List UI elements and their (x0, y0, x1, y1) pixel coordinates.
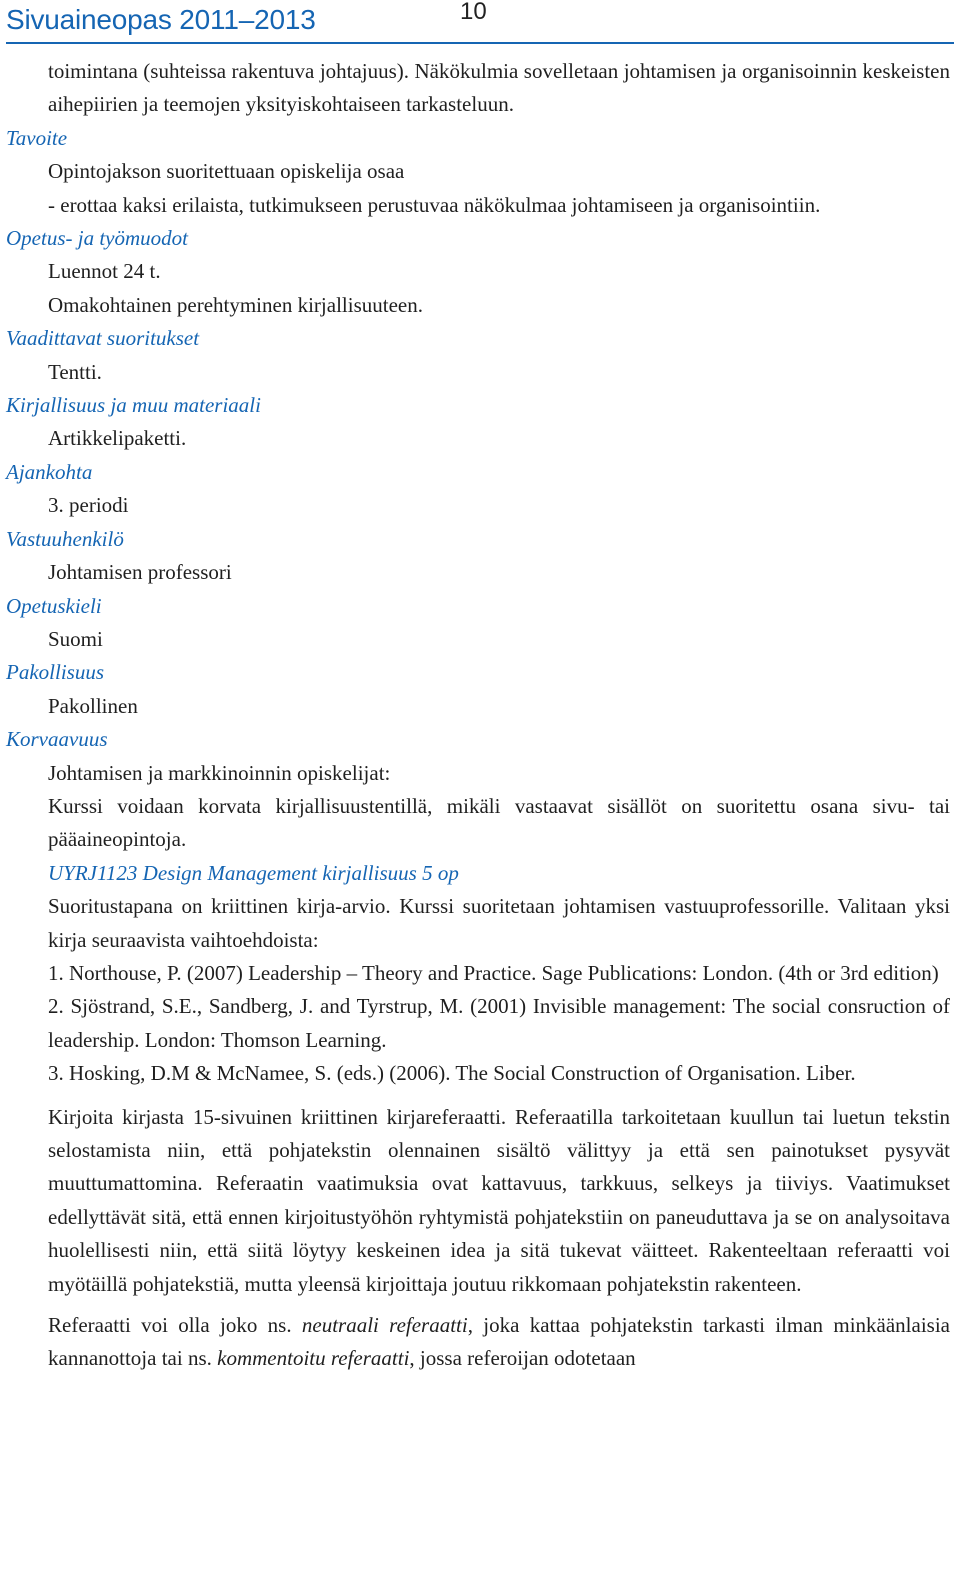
opetus-line: Luennot 24 t. (48, 259, 161, 284)
page-header (0, 0, 960, 46)
section-heading-ajankohta: Ajankohta (6, 459, 93, 484)
vaaditut-line: Tentti. (48, 359, 102, 384)
page-content (6, 55, 950, 1376)
book-option: 3. Hosking, D.M & McNamee, S. (eds.) (2006). The Social Construction of Organisation. Liber. (48, 1061, 856, 1086)
para-text: , jossa referoijan odotetaan (409, 1346, 636, 1371)
guide-title: Sivuaineopas 2011–2013 (6, 4, 316, 35)
referaatti-paragraph: Kirjoita kirjasta 15-sivuinen kriittinen kirjareferaatti. Referaatilla tarkoitetaan kuullun tai luetun tekstin selostamista niin, että pohjatekstin olennainen sisältö välittyy ja että sen painotukset pysyvät muuttumattomina. Referaatin vaatimuksia ovat kattavuus, tarkkuus, selkeys ja tiiviys. Vaatimukset edellyttävät sitä, että ennen kirjoitustyöhön ryhtymistä pohjatekstiin on paneuduttava ja se on analysoitava huolellisesti niin, että siitä löytyy keskeinen idea ja sitä tukevat väitteet. Rakenteeltaan referaatti voi myötäillä pohjatekstiä, mutta yleensä kirjoittaja joutuu rikkomaan pohjatekstin rakenteen. (48, 1104, 950, 1296)
ajankohta-line: 3. periodi (48, 493, 129, 518)
section-heading-vastuu: Vastuuhenkilö (6, 526, 124, 551)
term-neutral: neutraali referaatti (301, 1313, 468, 1338)
section-heading-kieli: Opetuskieli (6, 593, 102, 618)
korvaavuus-line: Johtamisen ja markkinoinnin opiskelijat: (48, 760, 391, 785)
vastuu-line: Johtamisen professori (48, 560, 232, 585)
intro-paragraph: toimintana (suhteissa rakentuva johtajuus). Näkökulmia sovelletaan johtamisen ja organisoinnin keskeisten aihepiirien ja teemojen yksityiskohtaiseen tarkasteluun. (48, 59, 950, 117)
para-text: , joka kattaa pohjatekstin tarkasti ilman minkäänlaisia kannanottoja tai ns. (48, 1313, 950, 1371)
tavoite-line: - erottaa kaksi erilaista, tutkimukseen perustuvaa näkökulmaa johtamiseen ja organisointiin. (48, 192, 821, 217)
pakollisuus-line: Pakollinen (48, 693, 138, 718)
section-heading-pakollisuus: Pakollisuus (6, 660, 104, 685)
section-heading-tavoite: Tavoite (6, 125, 68, 150)
section-heading-opetus: Opetus- ja työmuodot (6, 226, 188, 251)
term-commented: kommentoitu referaatti (217, 1346, 410, 1371)
referaatti-types-paragraph (6, 1309, 950, 1376)
section-heading-korvaavuus: Korvaavuus (6, 727, 108, 752)
para-text: Referaatti voi olla joko ns. (48, 1313, 302, 1338)
korvaavuus-line: Kurssi voidaan korvata kirjallisuustentillä, mikäli vastaavat sisällöt on suoritettu osana sivu- tai pääaineopintoja. (48, 793, 950, 852)
header-rule (6, 42, 954, 44)
section-heading-vaaditut: Vaadittavat suoritukset (6, 326, 200, 351)
kirjallisuus-line: Artikkelipaketti. (48, 426, 187, 451)
page-number: 10 (460, 0, 487, 25)
section-heading-kirjallisuus: Kirjallisuus ja muu materiaali (6, 393, 261, 418)
kieli-line: Suomi (48, 626, 103, 651)
tavoite-line: Opintojakson suoritettuaan opiskelija osaa (48, 159, 405, 184)
opetus-line: Omakohtainen perehtyminen kirjallisuuteen. (48, 292, 423, 317)
book-option: 2. Sjöstrand, S.E., Sandberg, J. and Tyrstrup, M. (2001) Invisible management: The social consruction of leadership. London: Thomson Learning. (48, 994, 950, 1052)
course-method: Suoritustapana on kriittinen kirja-arvio. Kurssi suoritetaan johtamisen vastuuprofessorille. Valitaan yksi kirja seuraavista vaihtoehdoista: (48, 894, 950, 952)
course-title: UYRJ1123 Design Management kirjallisuus 5 op (48, 860, 459, 885)
book-option: 1. Northouse, P. (2007) Leadership – Theory and Practice. Sage Publications: London. (4th or 3rd edition) (48, 960, 939, 985)
